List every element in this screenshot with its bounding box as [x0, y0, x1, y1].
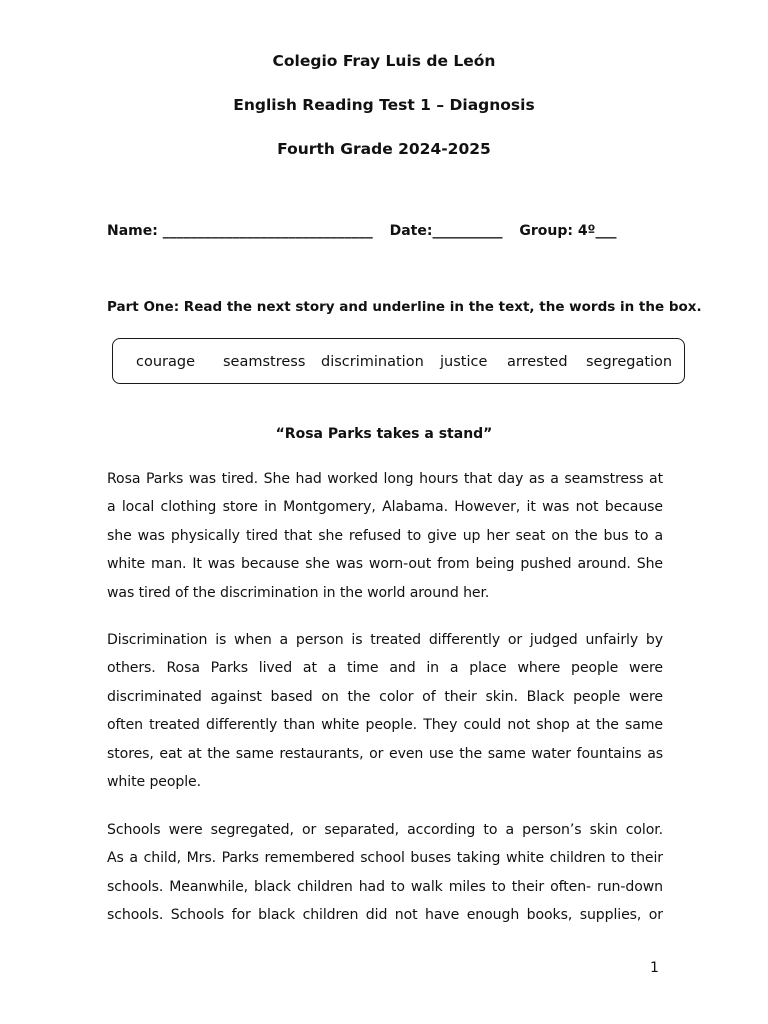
part-one-instruction: Part One: Read the next story and underline in the text, the words in the box. — [107, 299, 702, 315]
paragraph-line: white people. — [107, 774, 202, 791]
paragraph-line: Schools were segregated, or separated, according to a person’s skin color. — [107, 822, 663, 838]
story-paragraph — [107, 465, 663, 607]
paragraph-line: As a child, Mrs. Parks remembered school buses taking white children to their — [107, 850, 663, 867]
paragraph-line: a local clothing store in Montgomery, Alabama. However, it was not because — [107, 499, 663, 516]
vocab-word: seamstress — [223, 354, 306, 370]
story-paragraph — [107, 626, 663, 796]
page-number: 1 — [650, 960, 659, 976]
grade-year: Fourth Grade 2024-2025 — [277, 140, 491, 158]
paragraph-line: often treated differently than white people. They could not shop at the same — [107, 717, 663, 734]
school-name: Colegio Fray Luis de León — [272, 52, 496, 70]
vocab-word: arrested — [507, 354, 568, 370]
vocab-word: discrimination — [321, 354, 424, 370]
paragraph-line: was tired of the discrimination in the world around her. — [107, 584, 490, 601]
paragraph-line: Discrimination is when a person is treated differently or judged unfairly by — [107, 632, 663, 648]
paragraph-line: schools. Schools for black children did not have enough books, supplies, or — [107, 907, 663, 924]
paragraph-line: stores, eat at the same restaurants, or even use the same water fountains as — [107, 745, 663, 762]
paragraph-line: white man. It was because she was worn-out from being pushed around. She — [107, 556, 663, 573]
student-info-row — [107, 221, 667, 241]
group-field[interactable]: Group: 4º___ — [519, 223, 617, 239]
vocab-word: courage — [136, 354, 196, 370]
story-title: “Rosa Parks takes a stand” — [275, 426, 493, 442]
name-field[interactable]: Name: ______________________________ — [107, 223, 373, 239]
vocab-word: segregation — [586, 354, 673, 370]
date-field[interactable]: Date:__________ — [389, 223, 503, 239]
paragraph-line: Rosa Parks was tired. She had worked long hours that day as a seamstress at — [107, 471, 663, 487]
vocab-word: justice — [440, 354, 488, 370]
paragraph-line: discriminated against based on the color of their skin. Black people were — [107, 688, 663, 705]
test-title: English Reading Test 1 – Diagnosis — [233, 96, 535, 114]
paragraph-line: she was physically tired that she refused to give up her seat on the bus to a — [107, 527, 663, 544]
paragraph-line: others. Rosa Parks lived at a time and in a place where people were — [107, 660, 663, 677]
vocabulary-word-box — [112, 338, 685, 384]
paragraph-line: schools. Meanwhile, black children had to walk miles to their often- run-down — [107, 878, 663, 895]
story-paragraph — [107, 816, 663, 930]
